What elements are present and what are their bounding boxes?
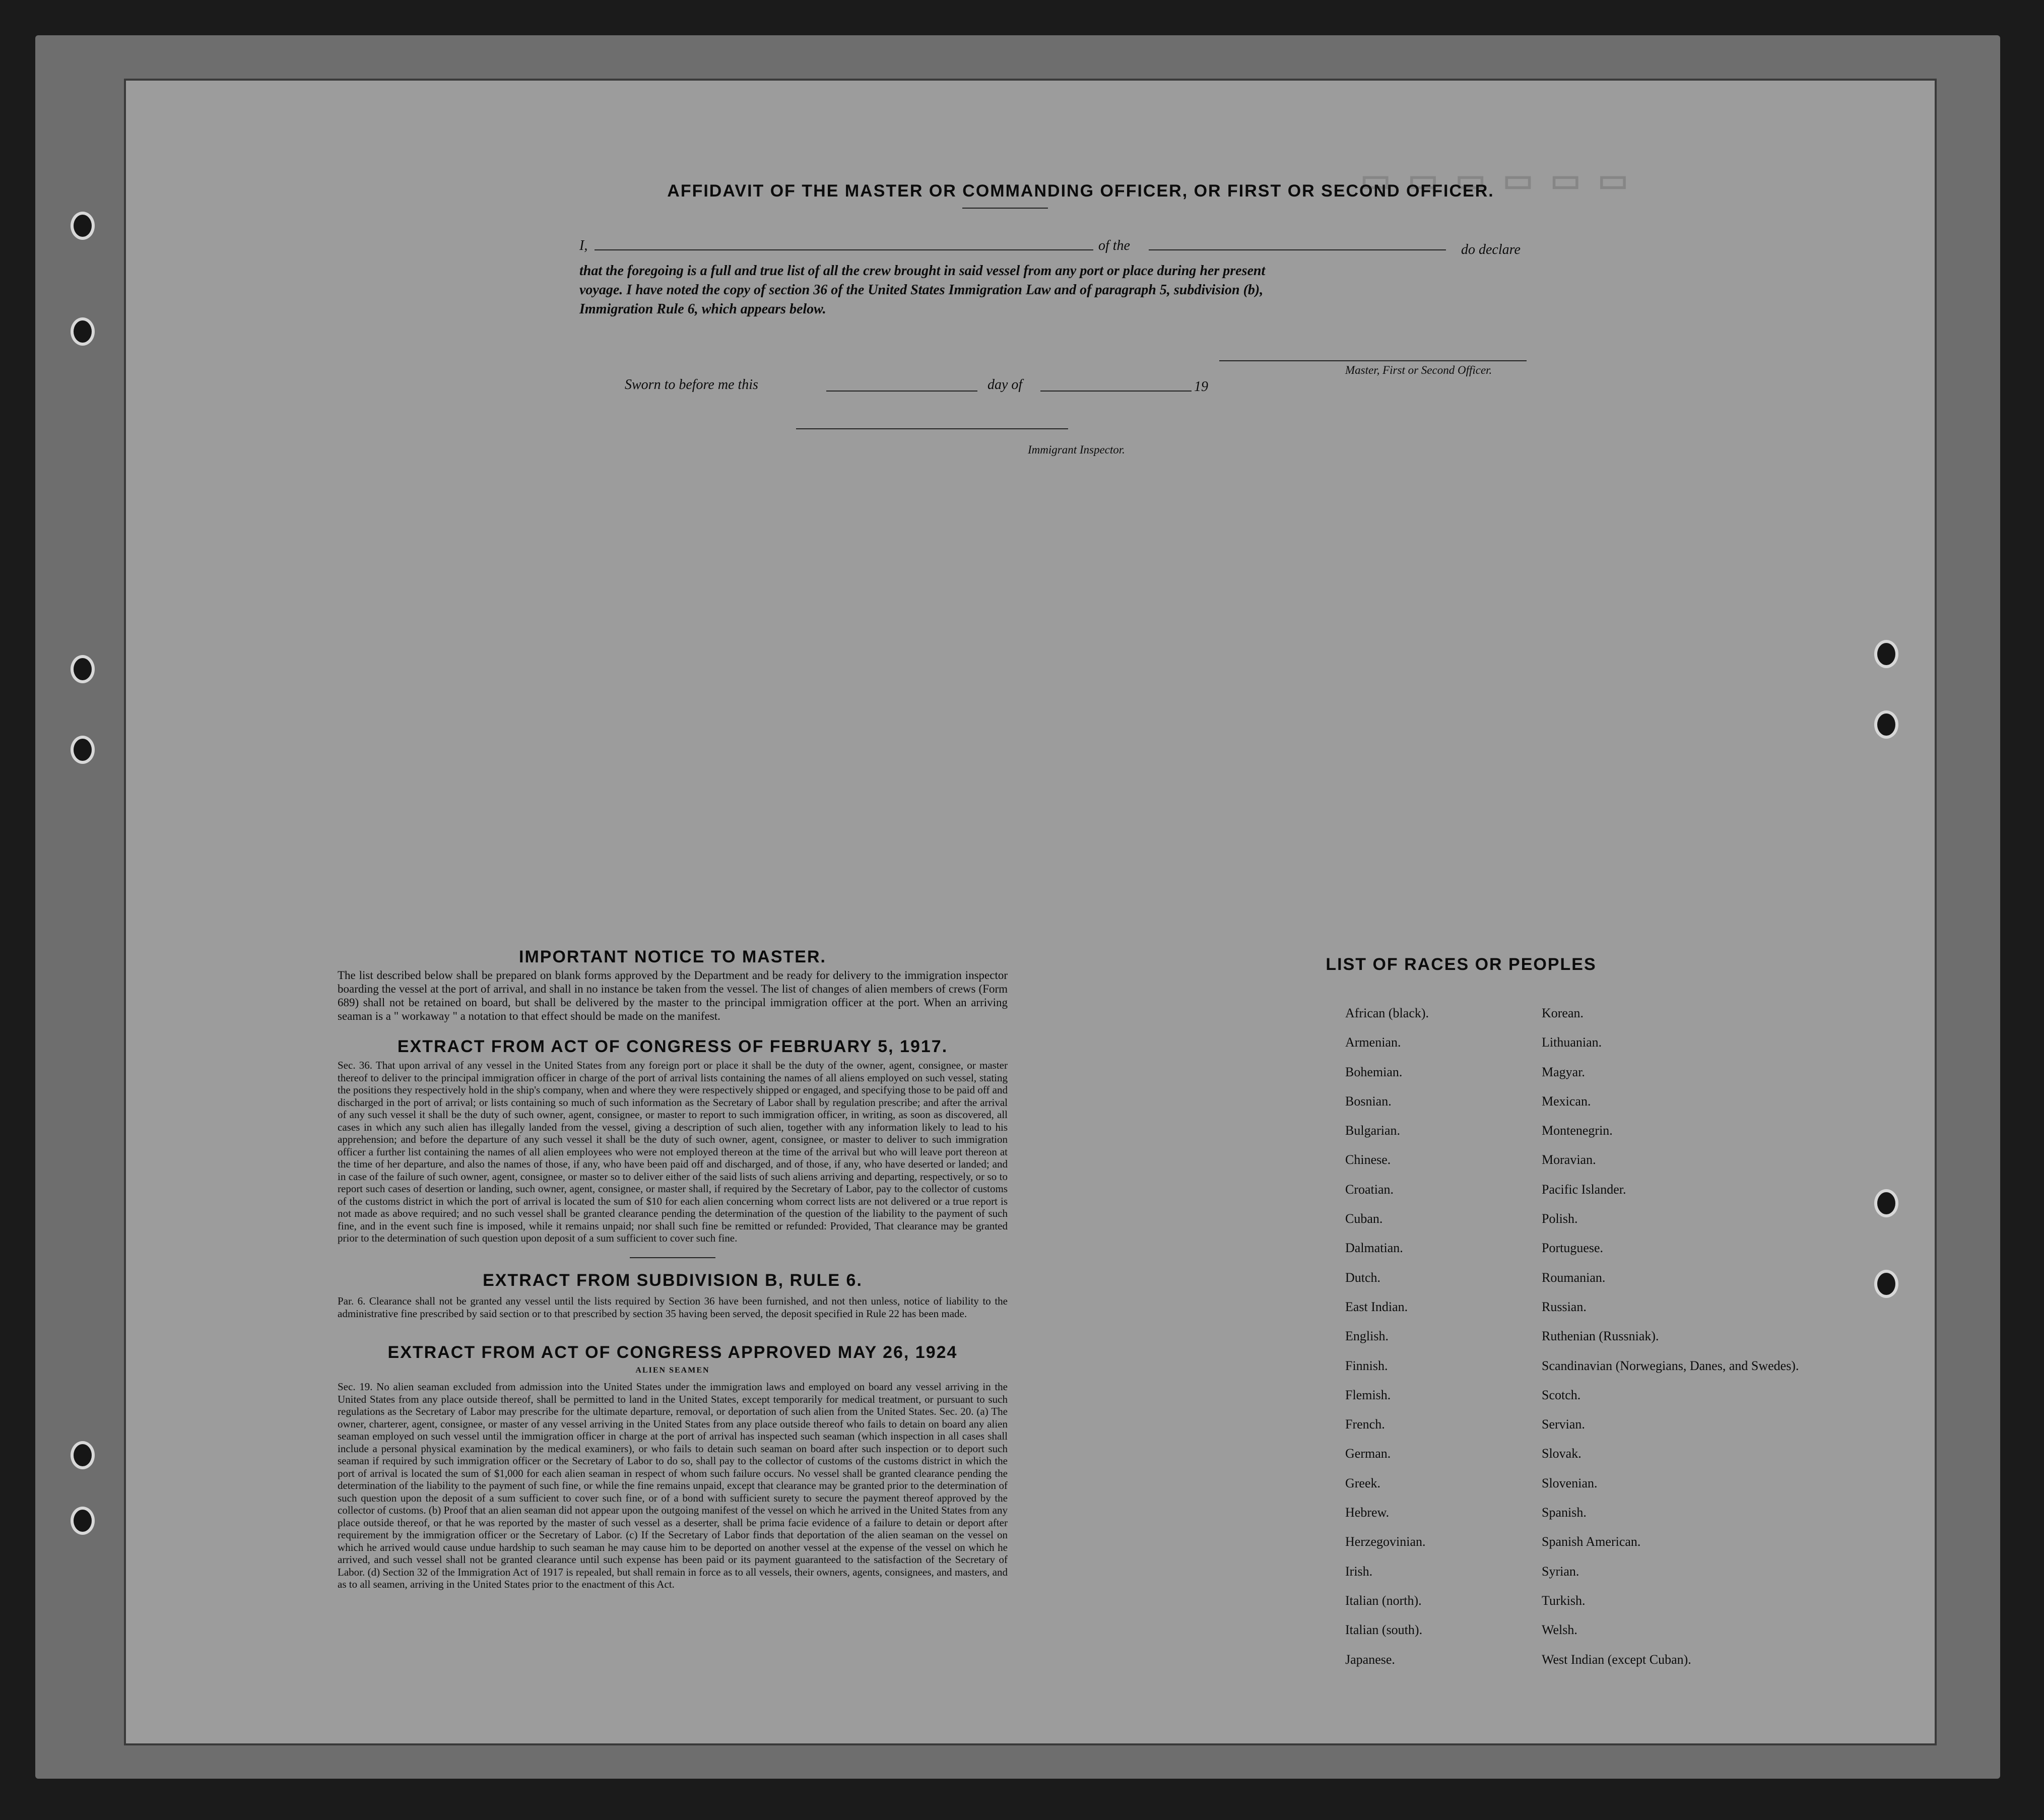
race-item: Welsh.	[1542, 1622, 1577, 1638]
race-item: Montenegrin.	[1542, 1123, 1613, 1138]
race-item: Chinese.	[1345, 1152, 1391, 1167]
race-item: Cuban.	[1345, 1211, 1383, 1226]
race-item: East Indian.	[1345, 1299, 1408, 1314]
title-rule	[962, 208, 1048, 209]
affidavit-do-declare: do declare	[1461, 242, 1521, 257]
section-rule	[630, 1257, 715, 1258]
bleed-through-decoration: ▭ ▭ ▭ ▭ ▭ ▭	[1360, 162, 1632, 198]
day-of-label: day of	[987, 377, 1023, 393]
extract-1917-text: Sec. 36. That upon arrival of any vessel in the United States from any foreign port or place it shall be the duty of the owner, agent, consignee, or master thereof to deliver to the principal immigration officer in charge of the port of arrival lists containing the names of all aliens employed on such vessel, stating the positions they respectively hold in the ship's company, when and where they were respectively shipped or engaged, and specifying those to be paid off and discharged in the port of arrival; or lists containing so much of such information as the Secretary of Labor shall by regulation prescribe; and after the arrival of any such vessel it shall be the duty of such owner, agent, consignee, or master to report to such immigration officer, in writing, as soon as discovered, all cases in which any such alien has illegally landed from the vessel, giving a description of such alien, together with any information likely to lead to his apprehension; and before the departure of any such vessel it shall be the duty of such owner, agent, consignee, or master to deliver to such immigration officer a further list containing the names of all alien employees who were not employed thereon at the time of the arrival but who will leave port thereon at the time of her departure, and also the names of those, if any, who have been paid off and discharged, and of those, if any, who have deserted or landed; and in case of the failure of such owner, agent, consignee, or master so to deliver either of the said lists of such aliens arriving and departing, respectively, or so to report such cases of desertion or landing, such owner, agent, consignee, or master shall, if required by the Secretary of Labor, pay to the collector of customs of the customs district in which the port of arrival is located the sum of $10 for each alien concerning whom correct lists are not delivered or a true report is not made as above required; and no such vessel shall be granted clearance pending the determination of the question of the liability to the payment of such fine, and in the event such fine is imposed, while it remains unpaid; nor shall such fine be remitted or refunded: Provided, That clearance may be granted prior to the determination of such question upon deposit of a sum sufficient to cover such fine.	[338, 1059, 1008, 1244]
race-item: Turkish.	[1542, 1593, 1586, 1608]
race-item: Armenian.	[1345, 1035, 1401, 1050]
race-item: Bohemian.	[1345, 1064, 1403, 1079]
race-item: Slovenian.	[1542, 1475, 1598, 1490]
sworn-day-blank	[826, 391, 977, 392]
punch-hole	[1874, 640, 1898, 668]
rule-6-text: Par. 6. Clearance shall not be granted any vessel until the lists required by Section 36 have been furnished, and not then unless, notice of liability to the administrative fine prescribed by said section or to that prescribed by section 35 having been served, the deposit specified in Rule 22 has been made.	[338, 1295, 1008, 1320]
affidavit-i-label: I,	[579, 238, 588, 253]
race-item: Ruthenian (Russniak).	[1542, 1329, 1659, 1344]
race-item: Spanish American.	[1542, 1534, 1641, 1549]
punch-hole	[1874, 710, 1898, 739]
inspector-signature-blank	[796, 428, 1068, 429]
race-item: English.	[1345, 1329, 1389, 1344]
race-item: Pacific Islander.	[1542, 1182, 1626, 1197]
notice-text: The list described below shall be prepared on blank forms approved by the Department and be ready for delivery to the immigration inspector boarding the vessel at the port of arrival, and shall in no instance be taken from the vessel. The list of changes of alien members of crews (Form 689) shall not be retained on board, but shall be delivered by the master to the principal immigration officer at the port. When an arriving seaman is a " workaway " a notation to that effect should be made on the manifest.	[338, 969, 1008, 1022]
race-item: Irish.	[1345, 1564, 1373, 1579]
vessel-blank	[1149, 249, 1446, 250]
punch-hole	[71, 317, 95, 346]
master-signature-blank	[1219, 360, 1527, 361]
punch-hole	[1874, 1270, 1898, 1298]
master-signature-label: Master, First or Second Officer.	[1345, 364, 1492, 376]
races-right-column	[1542, 999, 1799, 1674]
race-item: Scandinavian (Norwegians, Danes, and Swedes).	[1542, 1358, 1799, 1373]
race-item: Bosnian.	[1345, 1093, 1392, 1109]
races-title: LIST OF RACES OR PEOPLES	[1326, 955, 1597, 974]
race-item: Dalmatian.	[1345, 1241, 1403, 1256]
extract-1924-subtitle: ALIEN SEAMEN	[635, 1366, 710, 1375]
notice-title: IMPORTANT NOTICE TO MASTER.	[519, 947, 826, 966]
race-item: German.	[1345, 1446, 1391, 1461]
race-item: Lithuanian.	[1542, 1035, 1602, 1050]
sworn-label: Sworn to before me this	[625, 377, 758, 393]
race-item: Dutch.	[1345, 1270, 1381, 1285]
race-item: Roumanian.	[1542, 1270, 1606, 1285]
race-item: Mexican.	[1542, 1093, 1591, 1109]
punch-hole	[71, 655, 95, 683]
race-item: West Indian (except Cuban).	[1542, 1652, 1691, 1667]
punch-hole	[71, 1441, 95, 1469]
races-left-column	[1345, 999, 1429, 1674]
race-item: Italian (south).	[1345, 1622, 1423, 1638]
race-item: Herzegovinian.	[1345, 1534, 1426, 1549]
race-item: Scotch.	[1542, 1387, 1581, 1402]
race-item: Servian.	[1542, 1417, 1585, 1432]
document-page	[126, 81, 1935, 1743]
month-blank	[1040, 391, 1192, 392]
race-item: Bulgarian.	[1345, 1123, 1401, 1138]
race-item: Slovak.	[1542, 1446, 1581, 1461]
race-item: French.	[1345, 1417, 1385, 1432]
race-item: African (black).	[1345, 1006, 1429, 1020]
year-prefix: 19	[1194, 379, 1208, 395]
extract-1924-title: EXTRACT FROM ACT OF CONGRESS APPROVED MAY 26, 1924	[387, 1343, 958, 1362]
punch-hole	[71, 736, 95, 764]
race-item: Polish.	[1542, 1211, 1578, 1226]
affidavit-title: AFFIDAVIT OF THE MASTER OR COMMANDING OFFICER, OR FIRST OR SECOND OFFICER.	[667, 181, 1494, 201]
name-blank	[595, 249, 1093, 250]
punch-hole	[71, 212, 95, 240]
extract-1917-title: EXTRACT FROM ACT OF CONGRESS OF FEBRUARY 5, 1917.	[397, 1037, 948, 1056]
race-item: Croatian.	[1345, 1182, 1394, 1197]
affidavit-of-the: of the	[1098, 238, 1130, 253]
race-item: Magyar.	[1542, 1064, 1585, 1079]
race-item: Flemish.	[1345, 1387, 1391, 1402]
extract-1924-text: Sec. 19. No alien seaman excluded from admission into the United States under the immigration laws and employed on board any vessel arriving in the United States from any place outside thereof, shall be permitted to land in the United States, except temporarily for medical treatment, or pursuant to such regulations as the Secretary of Labor may prescribe for the ultimate departure, removal, or deportation of such alien from the United States. Sec. 20. (a) The owner, charterer, agent, consignee, or master of any vessel arriving in the United States from any place outside thereof who fails to detain on board any alien seaman employed on such vessel until the immigration officer in charge at the port of arrival has inspected such seaman (which inspection in all cases shall include a personal physical examination by the medical examiners), or who fails to detain such seaman on board after such inspection or to deport such seaman if required by such immigration officer or the Secretary of Labor to do so, shall pay to the collector of customs of the customs district in which the port of arrival is located the sum of $1,000 for each alien seaman in respect of whom such failure occurs. No vessel shall be granted clearance pending the determination of the liability to the payment of such fine, or while the fine remains unpaid, except that clearance may be granted prior to the determination of such question upon the deposit of a sum sufficient to cover such fine, or of a bond with sufficient surety to secure the payment thereof approved by the collector of customs. (b) Proof that an alien seaman did not appear upon the outgoing manifest of the vessel on which he arrived in the United States from any place outside thereof, or that he was reported by the master of such vessel as a deserter, shall be prima facie evidence of a failure to detain or deport after requirement by the immigration officer or the Secretary of Labor. (c) If the Secretary of Labor finds that deportation of the alien seaman on the vessel on which he arrived would cause undue hardship to such seaman he may cause him to be deported on another vessel at the expense of the vessel on which he arrived, and such vessel shall not be granted clearance until such expense has been paid or its payment guaranteed to the satisfaction of the Secretary of Labor. (d) Section 32 of the Immigration Act of 1917 is repealed, but shall remain in force as to all vessels, their owners, agents, consignees, and masters, and as to all seamen, arriving in the United States prior to the enactment of this Act.	[338, 1381, 1008, 1590]
race-item: Moravian.	[1542, 1152, 1596, 1167]
punch-hole	[1874, 1189, 1898, 1217]
affidavit-body-line-2: voyage. I have noted the copy of section 36 of the United States Immigration Law and of paragraph 5, subdivision (b),	[579, 282, 1264, 298]
affidavit-body-line-1: that the foregoing is a full and true list of all the crew brought in said vessel from any port or place during her present	[579, 263, 1266, 279]
race-item: Syrian.	[1542, 1564, 1579, 1579]
race-item: Greek.	[1345, 1475, 1381, 1490]
inspector-label: Immigrant Inspector.	[1028, 443, 1125, 456]
race-item: Hebrew.	[1345, 1505, 1390, 1520]
race-item: Spanish.	[1542, 1505, 1587, 1520]
affidavit-body-line-3: Immigration Rule 6, which appears below.	[579, 301, 826, 317]
race-item: Finnish.	[1345, 1358, 1388, 1373]
race-item: Korean.	[1542, 1006, 1584, 1020]
race-item: Portuguese.	[1542, 1241, 1604, 1256]
rule-6-title: EXTRACT FROM SUBDIVISION B, RULE 6.	[483, 1271, 863, 1290]
race-item: Japanese.	[1345, 1652, 1395, 1667]
punch-hole	[71, 1507, 95, 1535]
race-item: Russian.	[1542, 1299, 1587, 1314]
race-item: Italian (north).	[1345, 1593, 1422, 1608]
